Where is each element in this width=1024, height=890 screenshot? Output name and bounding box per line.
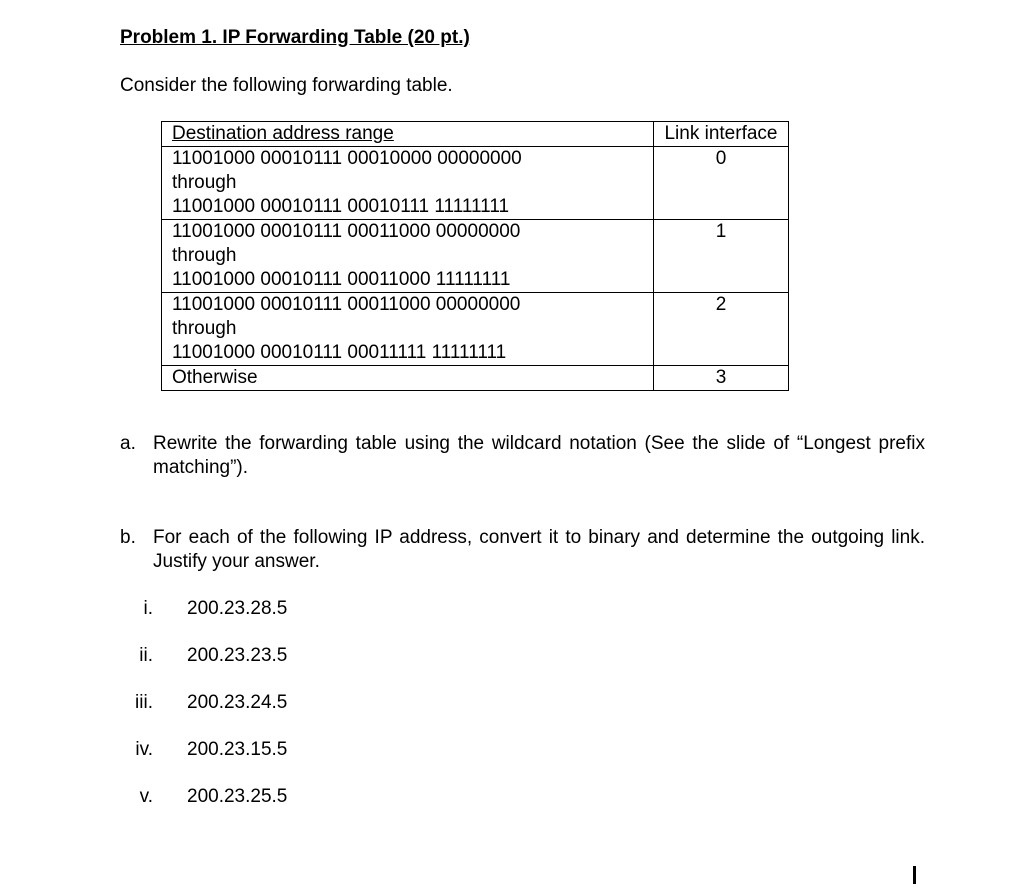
destination-range-cell <box>162 220 654 293</box>
range-start: 11001000 00010111 00011000 00000000 <box>172 294 521 315</box>
link-interface-cell: 1 <box>654 220 789 293</box>
address-item <box>120 691 288 715</box>
address-numeral: iii. <box>135 692 153 713</box>
address-item <box>120 597 288 621</box>
question-text: For each of the following IP address, convert it to binary and determine the outgoing link. Justify your answer. <box>153 527 925 572</box>
table-row <box>162 147 789 220</box>
table-row-otherwise <box>162 366 789 391</box>
range-through: through <box>172 245 237 266</box>
destination-range-cell <box>162 147 654 220</box>
table-row <box>162 293 789 366</box>
address-numeral: ii. <box>139 645 153 666</box>
ip-address: 200.23.15.5 <box>187 739 288 760</box>
link-interface-header: Link interface <box>654 122 789 147</box>
forwarding-table <box>161 121 789 391</box>
address-numeral: iv. <box>135 739 153 760</box>
intro-text: Consider the following forwarding table. <box>120 75 453 96</box>
table-header-row <box>162 122 789 147</box>
otherwise-cell: Otherwise <box>162 366 654 391</box>
problem-title: Problem 1. IP Forwarding Table (20 pt.) <box>120 27 470 48</box>
ip-address: 200.23.25.5 <box>187 786 288 807</box>
destination-range-header: Destination address range <box>162 122 654 147</box>
range-end: 11001000 00010111 00011111 11111111 <box>172 342 507 363</box>
range-end: 11001000 00010111 00011000 11111111 <box>172 269 511 290</box>
destination-range-cell <box>162 293 654 366</box>
question-letter: a. <box>120 433 136 454</box>
question-a <box>120 432 925 480</box>
address-numeral: i. <box>143 598 153 619</box>
table-row <box>162 220 789 293</box>
address-numeral: v. <box>139 786 153 807</box>
range-start: 11001000 00010111 00010000 00000000 <box>172 148 522 169</box>
link-interface-cell: 2 <box>654 293 789 366</box>
question-text: Rewrite the forwarding table using the wildcard notation (See the slide of “Longest prefix matching”). <box>153 433 925 478</box>
address-item <box>120 785 288 809</box>
question-b <box>120 526 925 574</box>
link-interface-cell: 3 <box>654 366 789 391</box>
address-item <box>120 644 288 668</box>
range-through: through <box>172 172 237 193</box>
range-through: through <box>172 318 237 339</box>
link-interface-cell: 0 <box>654 147 789 220</box>
range-end: 11001000 00010111 00010111 11111111 <box>172 196 510 217</box>
range-start: 11001000 00010111 00011000 00000000 <box>172 221 521 242</box>
ip-address: 200.23.28.5 <box>187 598 288 619</box>
address-item <box>120 738 288 762</box>
ip-address: 200.23.24.5 <box>187 692 288 713</box>
text-cursor-icon <box>913 866 916 884</box>
ip-address: 200.23.23.5 <box>187 645 288 666</box>
question-letter: b. <box>120 527 136 548</box>
